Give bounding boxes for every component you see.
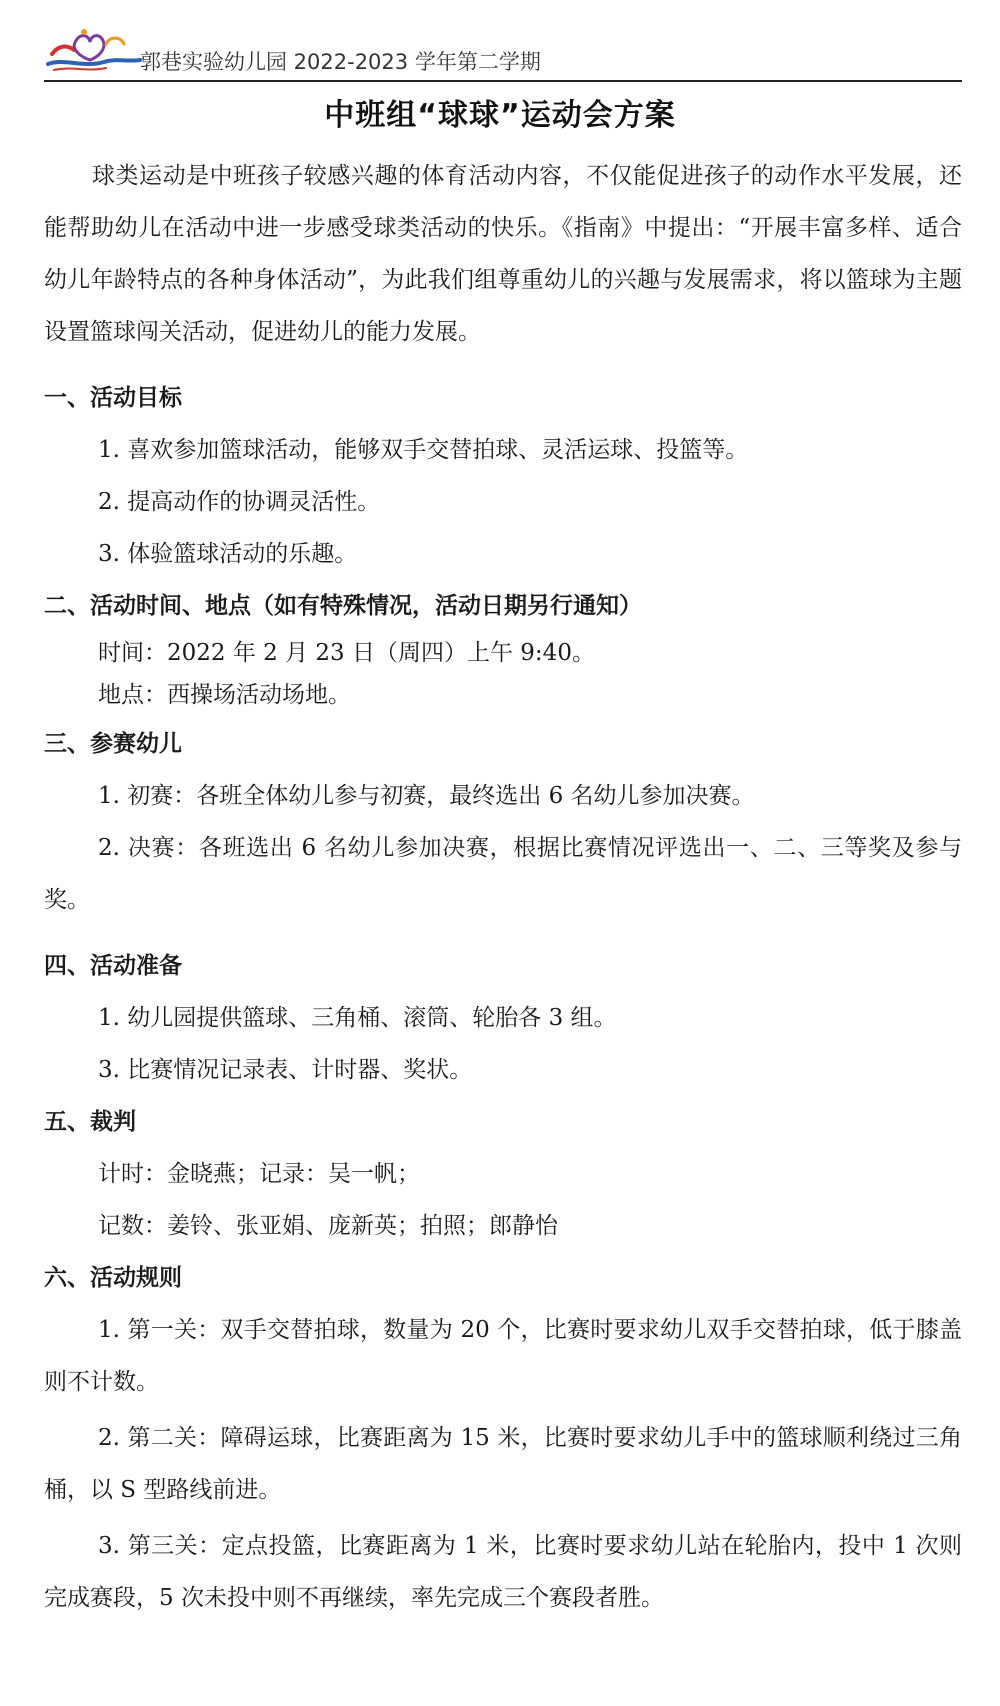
section-heading-goals: 一、活动目标 [44, 385, 182, 411]
goal-item: 2. 提高动作的协调灵活性。 [98, 489, 381, 515]
rule-item: 3. 第三关：定点投篮，比赛距离为 1 米，比赛时要求幼儿站在轮胎内，投中 1 次则完成赛段，5 次未投中则不再继续，率先完成三个赛段者胜。 [44, 1533, 962, 1611]
participant-item: 1. 初赛：各班全体幼儿参与初赛，最终选出 6 名幼儿参加决赛。 [98, 783, 755, 809]
kindergarten-logo-icon [44, 24, 144, 72]
participant-item: 2. 决赛：各班选出 6 名幼儿参加决赛，根据比赛情况评选出一、二、三等奖及参与奖。 [44, 835, 962, 913]
time-item: 时间：2022 年 2 月 23 日（周四）上午 9:40。 [98, 640, 595, 666]
intro-paragraph: 球类运动是中班孩子较感兴趣的体育活动内容，不仅能促进孩子的动作水平发展，还能帮助幼儿在活动中进一步感受球类活动的快乐。《指南》中提出：“开展丰富多样、适合幼儿年龄特点的各种身体活动”，为此我们组尊重幼儿的兴趣与发展需求，将以篮球为主题设置篮球闯关活动，促进幼儿的能力发展。 [44, 163, 962, 345]
goal-item: 3. 体验篮球活动的乐趣。 [98, 541, 358, 567]
rule-item: 2. 第二关：障碍运球，比赛距离为 15 米，比赛时要求幼儿手中的篮球顺利绕过三角桶，以 S 型路线前进。 [44, 1425, 962, 1503]
rule-item: 1. 第一关：双手交替拍球，数量为 20 个，比赛时要求幼儿双手交替拍球，低于膝盖则不计数。 [44, 1317, 962, 1395]
section-heading-referees: 五、裁判 [44, 1109, 136, 1135]
place-item: 地点：西操场活动场地。 [98, 682, 351, 708]
preparation-item: 3. 比赛情况记录表、计时器、奖状。 [98, 1057, 473, 1083]
goal-item: 1. 喜欢参加篮球活动，能够双手交替拍球、灵活运球、投篮等。 [98, 437, 749, 463]
page-title: 中班组“球球”运动会方案 [324, 98, 676, 133]
section-heading-time-place: 二、活动时间、地点（如有特殊情况，活动日期另行通知） [44, 593, 642, 619]
document-body [44, 150, 962, 1624]
page-header [44, 22, 962, 82]
referee-item: 计时：金晓燕；记录：吴一帆； [98, 1161, 420, 1187]
section-heading-participants: 三、参赛幼儿 [44, 731, 182, 757]
referee-item: 记数：姜铃、张亚娟、庞新英；拍照；郎静怡 [98, 1213, 558, 1239]
preparation-item: 1. 幼儿园提供篮球、三角桶、滚筒、轮胎各 3 组。 [98, 1005, 617, 1031]
school-semester-line: 郭巷实验幼儿园 2022-2023 学年第二学期 [140, 50, 541, 74]
section-heading-rules: 六、活动规则 [44, 1265, 182, 1291]
section-heading-preparation: 四、活动准备 [44, 953, 182, 979]
